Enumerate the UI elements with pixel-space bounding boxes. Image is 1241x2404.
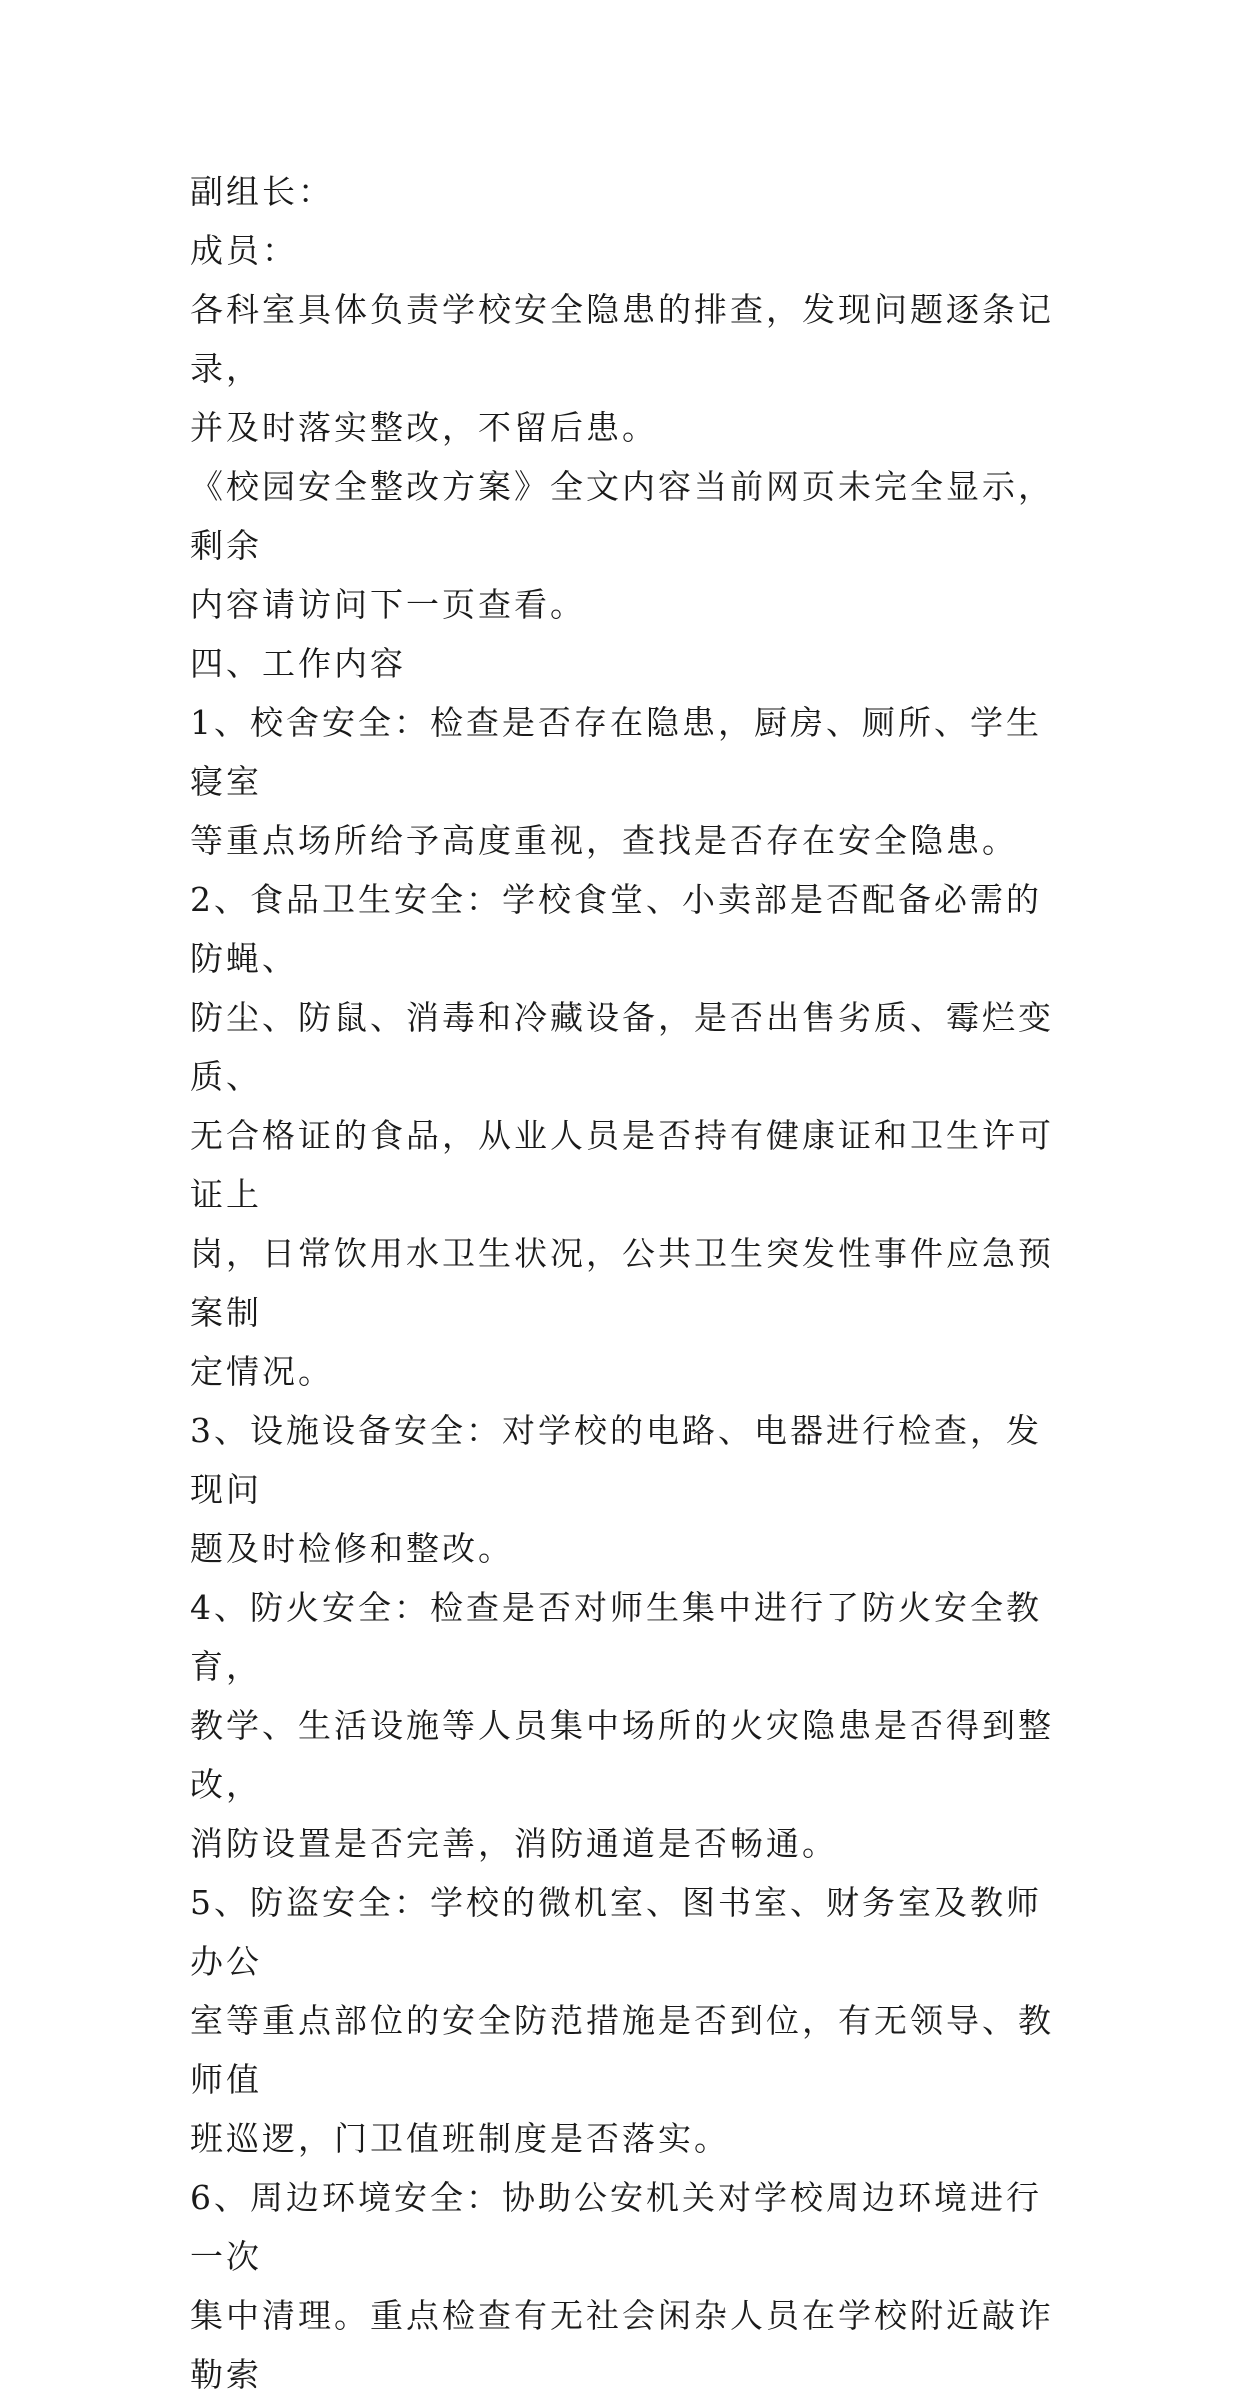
item-2-line: 定情况。 (190, 1352, 334, 1391)
item-3-line: 题及时检修和整改。 (190, 1529, 514, 1568)
item-6-line: 6、周边环境安全：协助公安机关对学校周边环境进行一次 (190, 2178, 1042, 2276)
item-2-line: 无合格证的食品，从业人员是否持有健康证和卫生许可证上 (190, 1116, 1054, 1214)
item-4-line: 教学、生活设施等人员集中场所的火灾隐患是否得到整改， (190, 1706, 1054, 1804)
item-1-line: 1、校舍安全：检查是否存在隐患，厨房、厕所、学生寝室 (190, 703, 1042, 801)
item-5-line: 5、防盗安全：学校的微机室、图书室、财务室及教师办公 (190, 1883, 1042, 1981)
deputy-leader-line: 副组长： (190, 172, 334, 211)
body-line: 并及时落实整改，不留后患。 (190, 408, 658, 447)
notice-line: 《校园安全整改方案》全文内容当前网页未完全显示，剩余 (190, 467, 1054, 565)
item-4-line: 4、防火安全：检查是否对师生集中进行了防火安全教育， (190, 1588, 1042, 1686)
members-line: 成员： (190, 231, 298, 270)
item-4-line: 消防设置是否完善，消防通道是否畅通。 (190, 1824, 838, 1863)
item-2-line: 防尘、防鼠、消毒和冷藏设备，是否出售劣质、霉烂变质、 (190, 998, 1054, 1096)
item-2-line: 2、食品卫生安全：学校食堂、小卖部是否配备必需的防蝇、 (190, 880, 1042, 978)
item-5-line: 班巡逻，门卫值班制度是否落实。 (190, 2119, 730, 2158)
item-3-line: 3、设施设备安全：对学校的电路、电器进行检查，发现问 (190, 1411, 1042, 1509)
notice-line: 内容请访问下一页查看。 (190, 585, 586, 624)
item-6-line: 集中清理。重点检查有无社会闲杂人员在学校附近敲诈勒索 (190, 2296, 1054, 2394)
body-line: 各科室具体负责学校安全隐患的排查，发现问题逐条记录， (190, 290, 1054, 388)
document-body (190, 162, 1070, 2404)
item-1-line: 等重点场所给予高度重视，查找是否存在安全隐患。 (190, 821, 1018, 860)
section-heading: 四、工作内容 (190, 644, 406, 683)
item-5-line: 室等重点部位的安全防范措施是否到位，有无领导、教师值 (190, 2001, 1054, 2099)
item-2-line: 岗，日常饮用水卫生状况，公共卫生突发性事件应急预案制 (190, 1234, 1054, 1332)
